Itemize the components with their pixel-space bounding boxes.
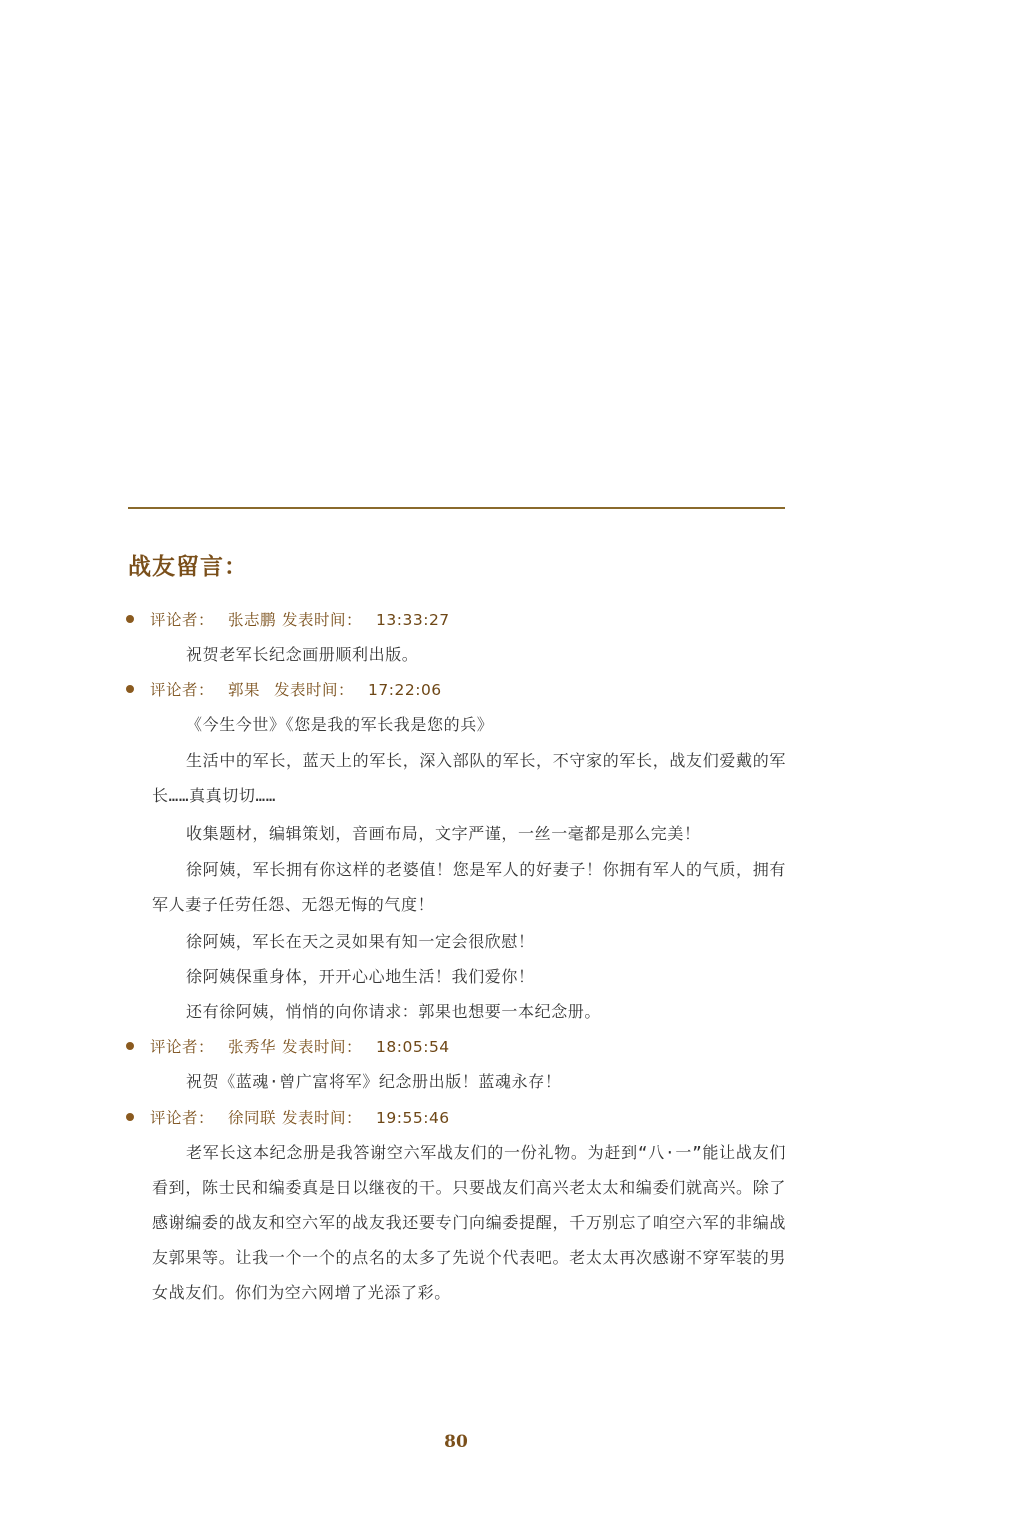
bullet-icon bbox=[126, 1113, 134, 1121]
published-label: 发表时间： bbox=[274, 681, 355, 699]
comment-paragraph: 《今生今世》《您是我的军长我是您的兵》 bbox=[186, 715, 494, 734]
commenter-label: 评论者： bbox=[150, 1038, 215, 1056]
comment-paragraph: 老军长这本纪念册是我答谢空六军战友们的一份礼物。为赶到“八·一”能让战友们看到，陈士民和编委真是日以继夜的干。只要战友们高兴老太太和编委们就高兴。除了感谢编委的战友和空六军的战友我还要专门向编委提醒，千万别忘了咱空六军的非编战友郭果等。让我一个一个的点名的太多了先说个代表吧。老太太再次感谢不穿军装的男女战友们。你们为空六网增了光添了彩。 bbox=[152, 1143, 786, 1302]
commenter-label: 评论者： bbox=[150, 681, 215, 699]
comment-header bbox=[126, 677, 442, 701]
comment-time: 13:33:27 bbox=[376, 611, 450, 629]
bullet-icon bbox=[126, 1042, 134, 1050]
comment-paragraph: 祝贺《蓝魂·曾广富将军》纪念册出版！蓝魂永存！ bbox=[186, 1072, 562, 1091]
comment-meta bbox=[150, 1035, 450, 1057]
bullet-icon bbox=[126, 685, 134, 693]
published-label: 发表时间： bbox=[282, 1038, 363, 1056]
commenter-label: 评论者： bbox=[150, 1109, 215, 1127]
comment-paragraph: 徐阿姨，军长在天之灵如果有知一定会很欣慰！ bbox=[186, 932, 535, 951]
section-title: 战友留言： bbox=[128, 553, 248, 580]
comment-header bbox=[126, 607, 450, 631]
comment-meta bbox=[150, 1106, 450, 1128]
comment-author: 张秀华 bbox=[228, 1038, 277, 1056]
page-number: 80 bbox=[444, 1432, 468, 1452]
comment-meta bbox=[150, 608, 450, 630]
comment-paragraph: 还有徐阿姨，悄悄的向你请求：郭果也想要一本纪念册。 bbox=[186, 1002, 602, 1021]
comment-header bbox=[126, 1034, 450, 1058]
published-label: 发表时间： bbox=[282, 611, 363, 629]
comment-header bbox=[126, 1105, 450, 1129]
commenter-label: 评论者： bbox=[150, 611, 215, 629]
comment-author: 徐同联 bbox=[228, 1109, 277, 1127]
bullet-icon bbox=[126, 615, 134, 623]
comment-paragraph: 徐阿姨保重身体，开开心心地生活！我们爱你！ bbox=[186, 967, 535, 986]
comment-author: 张志鹏 bbox=[228, 611, 277, 629]
comment-time: 17:22:06 bbox=[368, 681, 442, 699]
comment-paragraph: 祝贺老军长纪念画册顺利出版。 bbox=[186, 645, 419, 664]
comment-paragraph: 生活中的军长，蓝天上的军长，深入部队的军长，不守家的军长，战友们爱戴的军长……真真切切…… bbox=[152, 751, 786, 805]
comment-author: 郭果 bbox=[228, 681, 261, 699]
comment-paragraph: 徐阿姨，军长拥有你这样的老婆值！您是军人的好妻子！你拥有军人的气质，拥有军人妻子任劳任怨、无怨无悔的气度！ bbox=[152, 860, 786, 914]
comment-time: 18:05:54 bbox=[376, 1038, 450, 1056]
comment-paragraph: 收集题材，编辑策划，音画布局，文字严谨，一丝一毫都是那么完美！ bbox=[186, 824, 701, 843]
comment-time: 19:55:46 bbox=[376, 1109, 450, 1127]
comment-meta bbox=[150, 678, 442, 700]
published-label: 发表时间： bbox=[282, 1109, 363, 1127]
